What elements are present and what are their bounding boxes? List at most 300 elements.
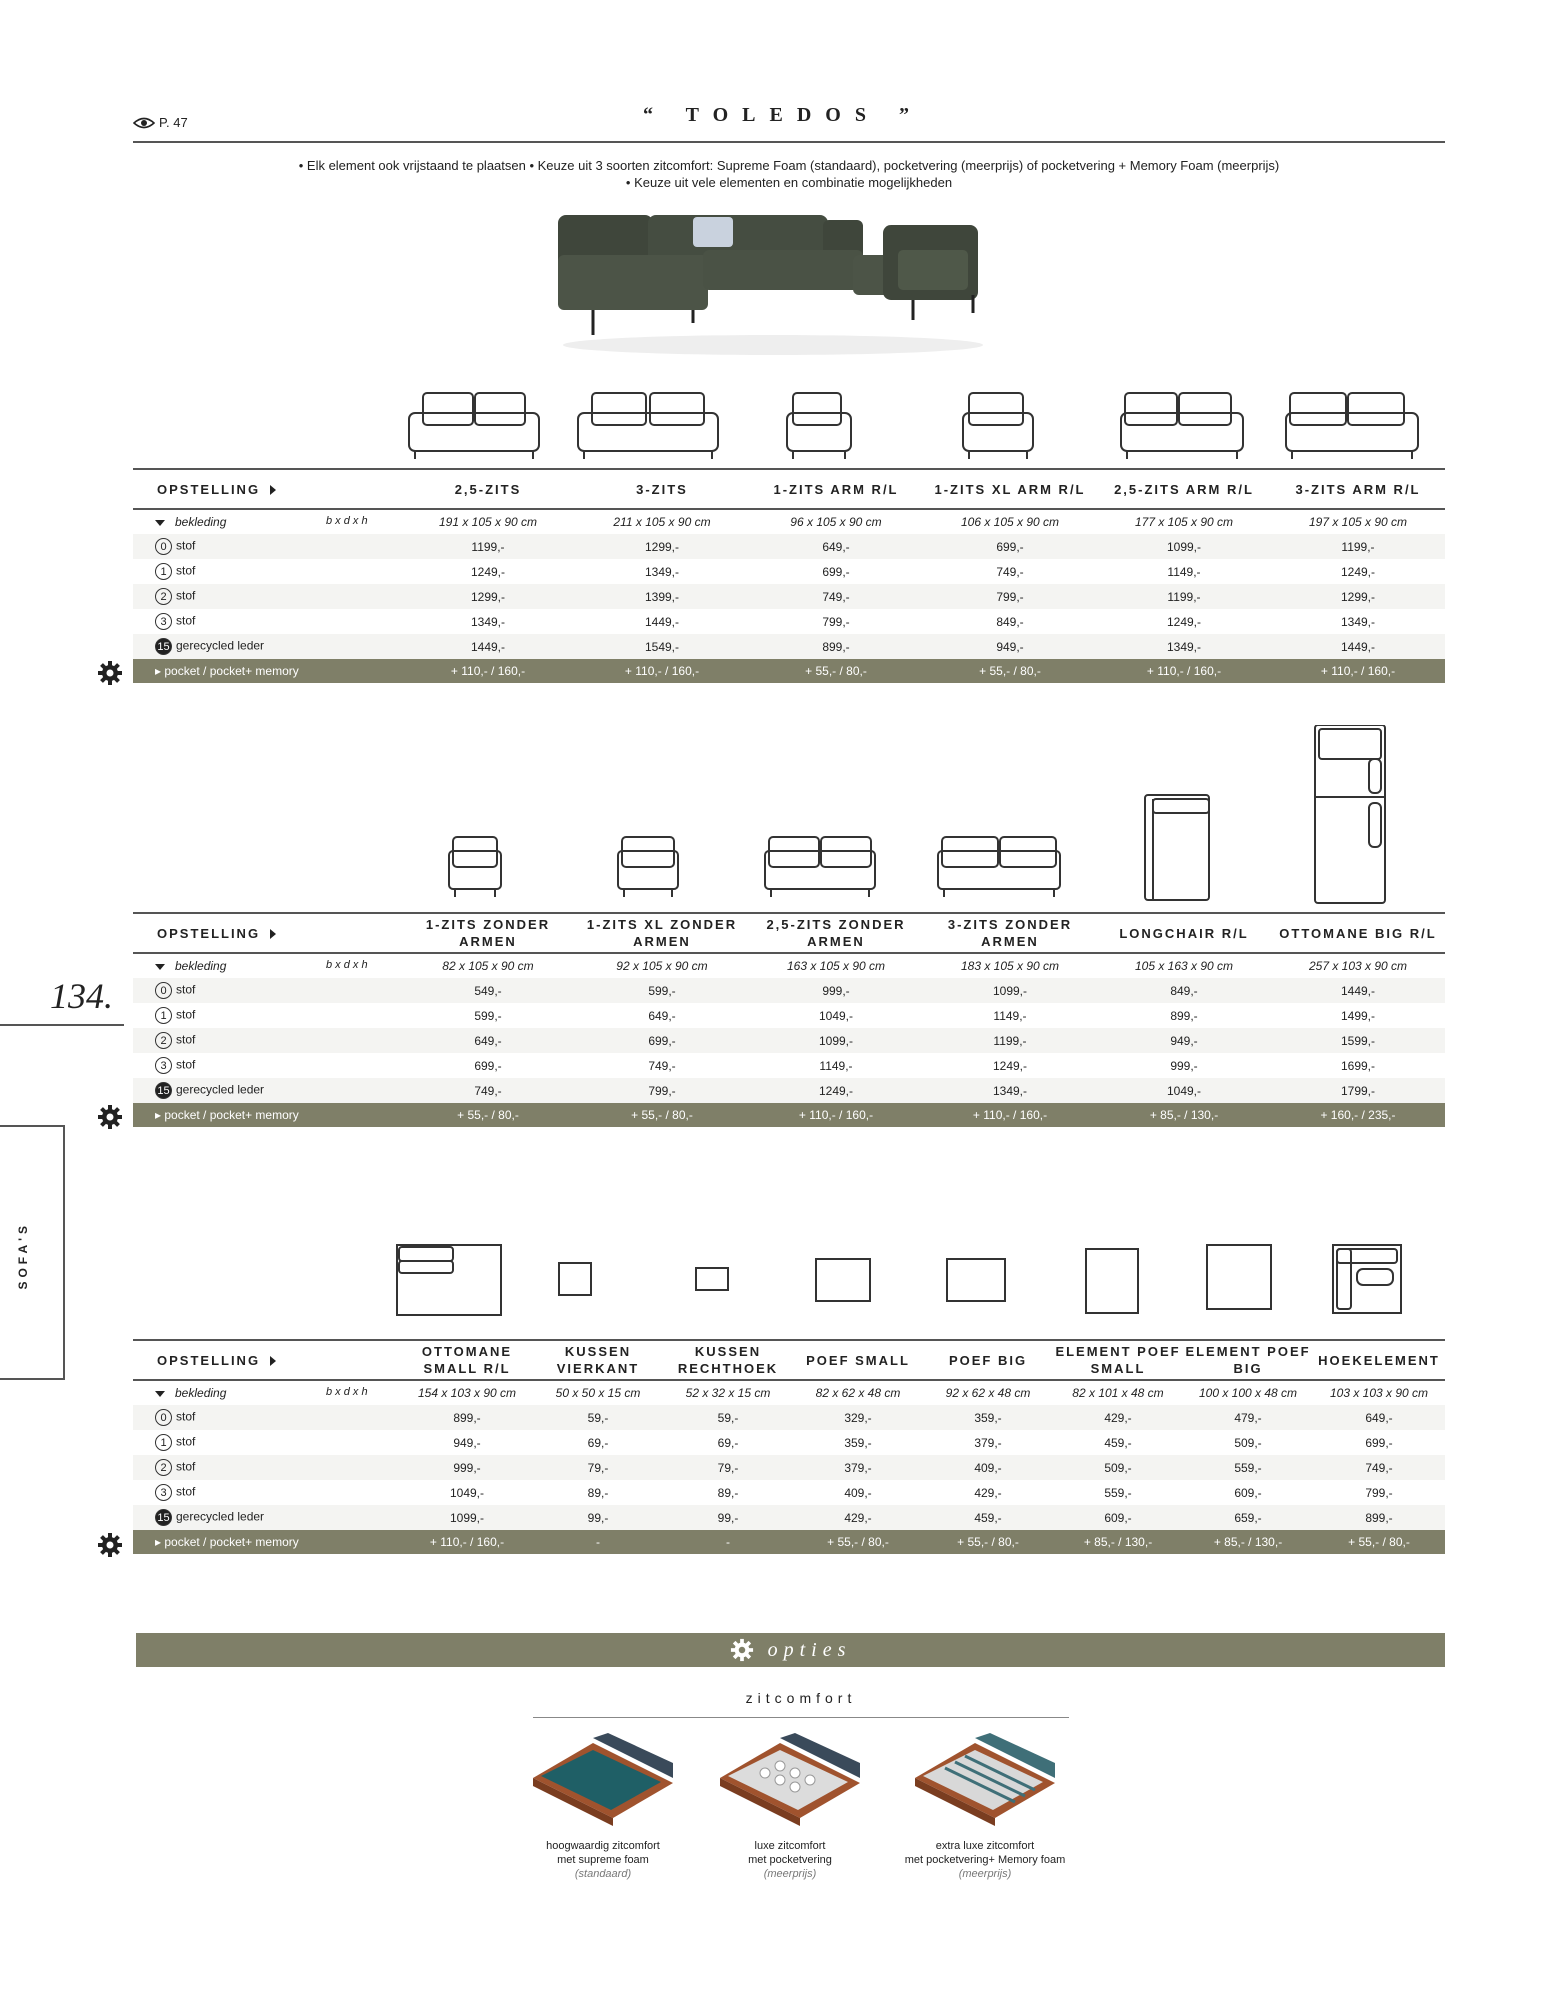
pocket-price-cell: + 55,- / 80,- bbox=[575, 1103, 749, 1127]
price-cell: 1199,- bbox=[993, 1033, 1027, 1048]
pocket-surcharge-row bbox=[133, 1530, 1445, 1554]
poef-big-icon bbox=[947, 1259, 1005, 1301]
price-cell: 359,- bbox=[844, 1435, 872, 1450]
price-cell: 1149,- bbox=[1167, 564, 1201, 579]
price-cell: 329,- bbox=[844, 1410, 872, 1425]
dimensions-row bbox=[133, 1380, 1445, 1405]
category-badge: 1 bbox=[155, 563, 172, 580]
price-cell: 849,- bbox=[996, 614, 1024, 629]
gear-icon bbox=[97, 660, 123, 686]
price-cell: 1349,- bbox=[1166, 639, 1202, 654]
price-cell: 1449,- bbox=[644, 614, 680, 629]
price-cell: 429,- bbox=[844, 1510, 872, 1525]
category-badge: 15 bbox=[155, 638, 172, 655]
price-cell: 1499,- bbox=[1340, 1008, 1376, 1023]
price-cell: 459,- bbox=[1104, 1435, 1132, 1450]
header-divider bbox=[133, 141, 1445, 143]
intro-line-1: • Elk element ook vrijstaand te plaatsen • Keuze uit 3 soorten zitcomfort: Supreme Foam (standaard), pocketvering (meerprijs) of pocketvering + Memory Foam (meerprijs) bbox=[298, 158, 1280, 173]
price-row-cat-15 bbox=[133, 1078, 1445, 1103]
category-badge: 2 bbox=[155, 588, 172, 605]
ottomane-small-icon bbox=[397, 1245, 501, 1315]
price-cell: 1099,- bbox=[449, 1510, 485, 1525]
dimension-cell: 82 x 62 x 48 cm bbox=[815, 1386, 901, 1400]
column-header: 3-ZITS ARM R/L bbox=[1271, 469, 1445, 509]
category-badge: 2 bbox=[155, 1459, 172, 1476]
price-row-cat-3 bbox=[133, 609, 1445, 634]
price-cell: 999,- bbox=[453, 1460, 481, 1475]
dimension-cell: 82 x 105 x 90 cm bbox=[442, 959, 534, 973]
price-cell: 1349,- bbox=[1340, 614, 1376, 629]
price-cell: 409,- bbox=[844, 1485, 872, 1500]
price-cell: 949,- bbox=[1170, 1033, 1198, 1048]
price-cell: 379,- bbox=[974, 1435, 1002, 1450]
pocket-price-cell: + 55,- / 80,- bbox=[1313, 1530, 1445, 1554]
column-header: 1-ZITS ARM R/L bbox=[749, 469, 923, 509]
price-cell: 699,- bbox=[648, 1033, 676, 1048]
row-label: stof bbox=[176, 1484, 196, 1499]
price-cell: 549,- bbox=[474, 983, 502, 998]
dimensions-row bbox=[133, 953, 1445, 978]
price-cell: 1449,- bbox=[1340, 639, 1376, 654]
zitcomfort-divider bbox=[533, 1717, 1069, 1718]
price-cell bbox=[133, 1078, 401, 1103]
pocket-price-cell: + 55,- / 80,- bbox=[793, 1530, 923, 1554]
row-label: stof bbox=[176, 1434, 196, 1449]
option-caption bbox=[885, 1839, 1085, 1881]
column-header: 3-ZITS ZONDER ARMEN bbox=[923, 913, 1097, 953]
sofa-3-zits-icon bbox=[578, 393, 718, 459]
dimension-cell: 154 x 103 x 90 cm bbox=[417, 1386, 517, 1400]
price-row-cat-3 bbox=[133, 1480, 1445, 1505]
price-cell: 429,- bbox=[1104, 1410, 1132, 1425]
row-label: b x d x h bbox=[326, 515, 368, 527]
dimension-cell: 50 x 50 x 15 cm bbox=[555, 1386, 641, 1400]
dimension-cell: 96 x 105 x 90 cm bbox=[790, 515, 882, 529]
row-label: stof bbox=[176, 538, 196, 553]
option-caption: met pocketvering bbox=[748, 1854, 832, 1866]
opstelling-header[interactable] bbox=[133, 1340, 401, 1380]
table-header-row bbox=[133, 913, 1445, 953]
price-cell: 1249,- bbox=[1340, 564, 1376, 579]
price-cell bbox=[133, 609, 401, 634]
opties-banner bbox=[136, 1633, 1445, 1667]
option-caption: extra luxe zitcomfort bbox=[935, 1840, 1035, 1852]
price-cell: 699,- bbox=[822, 564, 850, 579]
column-header: 1-ZITS ZONDER ARMEN bbox=[401, 913, 575, 953]
price-cell bbox=[133, 584, 401, 609]
mattress-foam-image bbox=[523, 1728, 683, 1828]
price-cell: 1299,- bbox=[644, 539, 680, 554]
price-cell: 1199,- bbox=[471, 539, 505, 554]
price-cell: 799,- bbox=[648, 1083, 676, 1098]
gear-icon bbox=[730, 1638, 754, 1662]
price-cell: 749,- bbox=[1365, 1460, 1393, 1475]
dimension-cell: 197 x 105 x 90 cm bbox=[1308, 515, 1408, 529]
zitcomfort-option-pocket-memory[interactable] bbox=[885, 1728, 1085, 1881]
price-row-cat-0 bbox=[133, 534, 1445, 559]
price-cell: 749,- bbox=[996, 564, 1024, 579]
row-label: OPSTELLING bbox=[157, 1352, 261, 1368]
price-cell: 429,- bbox=[974, 1485, 1002, 1500]
price-cell: 1449,- bbox=[1340, 983, 1376, 998]
price-cell: 609,- bbox=[1104, 1510, 1132, 1525]
row-label: b x d x h bbox=[326, 959, 368, 971]
category-badge: 1 bbox=[155, 1007, 172, 1024]
price-cell: 749,- bbox=[648, 1058, 676, 1073]
sofa-icons-row-3 bbox=[133, 1235, 1445, 1320]
price-cell: 69,- bbox=[587, 1435, 609, 1450]
price-cell: 999,- bbox=[822, 983, 850, 998]
poef-small-icon bbox=[816, 1259, 870, 1301]
price-cell: 79,- bbox=[587, 1460, 609, 1475]
section-tab-label: SOFA'S bbox=[16, 1222, 30, 1290]
price-cell: 1349,- bbox=[470, 614, 506, 629]
dimension-cell: 92 x 62 x 48 cm bbox=[945, 1386, 1031, 1400]
price-cell: 1099,- bbox=[818, 1033, 854, 1048]
row-label: pocket / pocket+ memory bbox=[164, 664, 299, 678]
dimensions-row bbox=[133, 509, 1445, 534]
price-row-cat-2 bbox=[133, 1028, 1445, 1053]
dimension-cell: 52 x 32 x 15 cm bbox=[685, 1386, 771, 1400]
pocket-surcharge-row bbox=[133, 1103, 1445, 1127]
sofa-2-5-zits-arm-icon bbox=[1121, 393, 1243, 459]
page-number: 134. bbox=[50, 976, 113, 1016]
pocket-price-cell: - bbox=[663, 1530, 793, 1554]
price-cell: 749,- bbox=[822, 589, 850, 604]
price-cell: 599,- bbox=[648, 983, 676, 998]
price-cell: 1799,- bbox=[1340, 1083, 1376, 1098]
page-number-underline bbox=[0, 1024, 124, 1026]
option-caption: (meerprijs) bbox=[763, 1868, 817, 1880]
row-label: pocket / pocket+ memory bbox=[164, 1535, 299, 1549]
ottomane-big-icon bbox=[1315, 725, 1385, 903]
pocket-price-cell: + 160,- / 235,- bbox=[1271, 1103, 1445, 1127]
price-cell: 1099,- bbox=[992, 983, 1028, 998]
price-cell: 749,- bbox=[474, 1083, 502, 1098]
row-label: gerecycled leder bbox=[176, 1082, 265, 1097]
category-badge: 15 bbox=[155, 1509, 172, 1526]
dimension-cell: 82 x 101 x 48 cm bbox=[1072, 1386, 1164, 1400]
gear-icon bbox=[97, 1532, 123, 1558]
price-cell bbox=[133, 1505, 401, 1530]
row-label: stof bbox=[176, 1459, 196, 1474]
price-cell: 649,- bbox=[1365, 1410, 1393, 1425]
price-cell: 1549,- bbox=[644, 639, 680, 654]
category-badge: 2 bbox=[155, 1032, 172, 1049]
price-cell bbox=[133, 1430, 401, 1455]
price-cell: 899,- bbox=[822, 639, 850, 654]
row-label: bekleding bbox=[175, 1386, 227, 1400]
price-cell bbox=[133, 1053, 401, 1078]
price-cell: 509,- bbox=[1234, 1435, 1262, 1450]
dimension-cell: 191 x 105 x 90 cm bbox=[438, 515, 538, 529]
price-cell: 559,- bbox=[1234, 1460, 1262, 1475]
pocket-price-cell: - bbox=[533, 1530, 663, 1554]
category-badge: 3 bbox=[155, 1057, 172, 1074]
price-cell: 79,- bbox=[717, 1460, 739, 1475]
price-cell: 1599,- bbox=[1340, 1033, 1376, 1048]
option-caption: met pocketvering+ Memory foam bbox=[904, 1854, 1066, 1866]
price-cell: 409,- bbox=[974, 1460, 1002, 1475]
row-label: b x d x h bbox=[326, 1386, 368, 1398]
pocket-price-cell: + 85,- / 130,- bbox=[1183, 1530, 1313, 1554]
column-header: POEF BIG bbox=[923, 1340, 1053, 1380]
row-label: bekleding bbox=[175, 959, 227, 973]
column-header: 1-ZITS XL ZONDER ARMEN bbox=[575, 913, 749, 953]
price-cell: 649,- bbox=[474, 1033, 502, 1048]
kussen-rechthoek-icon bbox=[696, 1268, 728, 1290]
pocket-price-cell: + 110,- / 160,- bbox=[575, 659, 749, 683]
pocket-price-cell: + 110,- / 160,- bbox=[401, 1530, 533, 1554]
price-cell: 1149,- bbox=[819, 1058, 853, 1073]
caret-icon bbox=[155, 520, 165, 526]
price-cell: 89,- bbox=[587, 1485, 609, 1500]
pocket-price-cell: + 55,- / 80,- bbox=[923, 659, 1097, 683]
sofa-1-zits-arm-icon bbox=[787, 393, 851, 459]
price-cell: 1199,- bbox=[1167, 589, 1201, 604]
price-cell bbox=[133, 978, 401, 1003]
price-cell: 459,- bbox=[974, 1510, 1002, 1525]
price-table-3 bbox=[133, 1339, 1445, 1554]
pocket-price-cell: + 110,- / 160,- bbox=[749, 1103, 923, 1127]
category-badge: 15 bbox=[155, 1082, 172, 1099]
column-header: LONGCHAIR R/L bbox=[1097, 913, 1271, 953]
zitcomfort-option-supreme-foam[interactable] bbox=[503, 1728, 703, 1881]
price-cell: 89,- bbox=[717, 1485, 739, 1500]
category-badge: 0 bbox=[155, 982, 172, 999]
price-cell: 699,- bbox=[996, 539, 1024, 554]
price-cell: 1249,- bbox=[1166, 614, 1202, 629]
price-cell: 649,- bbox=[648, 1008, 676, 1023]
price-row-cat-1 bbox=[133, 1430, 1445, 1455]
opstelling-header[interactable] bbox=[133, 469, 401, 509]
element-poef-small-icon bbox=[1086, 1249, 1138, 1313]
price-row-cat-1 bbox=[133, 1003, 1445, 1028]
section-tab[interactable] bbox=[0, 1125, 65, 1380]
price-cell: 1249,- bbox=[470, 564, 506, 579]
sofa-icons-row-1 bbox=[133, 385, 1445, 460]
mattress-pocket-image bbox=[710, 1728, 870, 1828]
category-badge: 1 bbox=[155, 1434, 172, 1451]
price-cell: 1249,- bbox=[818, 1083, 854, 1098]
price-row-cat-1 bbox=[133, 559, 1445, 584]
zitcomfort-heading: zitcomfort bbox=[745, 1690, 857, 1706]
price-table-2 bbox=[133, 912, 1445, 1127]
price-cell: 1149,- bbox=[993, 1008, 1027, 1023]
pocket-price-cell: + 55,- / 80,- bbox=[923, 1530, 1053, 1554]
price-cell: 69,- bbox=[717, 1435, 739, 1450]
row-label: stof bbox=[176, 1057, 196, 1072]
column-header: POEF SMALL bbox=[793, 1340, 923, 1380]
dimension-cell: 106 x 105 x 90 cm bbox=[960, 515, 1060, 529]
element-poef-big-icon bbox=[1207, 1245, 1271, 1309]
bekleding-label[interactable] bbox=[133, 509, 401, 534]
price-cell: 1199,- bbox=[1341, 539, 1375, 554]
price-cell bbox=[133, 559, 401, 584]
row-label: stof bbox=[176, 1032, 196, 1047]
row-label: stof bbox=[176, 1409, 196, 1424]
opstelling-header[interactable] bbox=[133, 913, 401, 953]
pocket-label[interactable]: ▸ pocket / pocket+ memory bbox=[133, 1530, 401, 1554]
column-header: OTTOMANE SMALL R/L bbox=[401, 1340, 533, 1380]
price-row-cat-3 bbox=[133, 1053, 1445, 1078]
dimension-cell: 163 x 105 x 90 cm bbox=[786, 959, 886, 973]
sofa-1-zits-xl-zonder-armen-icon bbox=[618, 837, 678, 897]
bekleding-label[interactable] bbox=[133, 1380, 401, 1405]
price-row-cat-0 bbox=[133, 1405, 1445, 1430]
row-label: stof bbox=[176, 1007, 196, 1022]
sofa-3-zits-zonder-armen-icon bbox=[938, 837, 1060, 897]
price-cell: 799,- bbox=[1365, 1485, 1393, 1500]
price-cell: 1699,- bbox=[1340, 1058, 1376, 1073]
page-title: “ TOLEDOS ” bbox=[643, 104, 923, 126]
kussen-vierkant-icon bbox=[559, 1263, 591, 1295]
price-cell: 1299,- bbox=[470, 589, 506, 604]
option-caption: hoogwaardig zitcomfort bbox=[546, 1840, 660, 1852]
price-row-cat-2 bbox=[133, 1455, 1445, 1480]
price-cell: 899,- bbox=[1170, 1008, 1198, 1023]
price-cell: 609,- bbox=[1234, 1485, 1262, 1500]
column-header: OTTOMANE BIG R/L bbox=[1271, 913, 1445, 953]
price-cell bbox=[133, 1455, 401, 1480]
hero-sofa-image bbox=[553, 205, 993, 355]
price-row-cat-15 bbox=[133, 1505, 1445, 1530]
column-header: KUSSEN VIERKANT bbox=[533, 1340, 663, 1380]
sofa-2-5-zits-zonder-armen-icon bbox=[765, 837, 875, 897]
row-label: bekleding bbox=[175, 515, 227, 529]
row-label: OPSTELLING bbox=[157, 481, 261, 497]
price-cell: 659,- bbox=[1234, 1510, 1262, 1525]
sofa-1-zits-xl-arm-icon bbox=[963, 393, 1033, 459]
price-cell: 1449,- bbox=[470, 639, 506, 654]
price-cell: 949,- bbox=[996, 639, 1024, 654]
price-cell: 699,- bbox=[474, 1058, 502, 1073]
row-label: gerecycled leder bbox=[176, 638, 265, 653]
row-label: stof bbox=[176, 563, 196, 578]
price-row-cat-15 bbox=[133, 634, 1445, 659]
caret-icon bbox=[155, 964, 165, 970]
price-cell: 559,- bbox=[1104, 1485, 1132, 1500]
caret-icon bbox=[270, 1356, 276, 1366]
sofa-1-zits-zonder-armen-icon bbox=[449, 837, 501, 897]
price-cell bbox=[133, 1003, 401, 1028]
intro-text bbox=[133, 157, 1445, 191]
price-cell: 799,- bbox=[822, 614, 850, 629]
price-cell bbox=[133, 634, 401, 659]
price-cell: 949,- bbox=[453, 1435, 481, 1450]
pocket-price-cell: + 55,- / 80,- bbox=[749, 659, 923, 683]
price-cell: 379,- bbox=[844, 1460, 872, 1475]
hoekelement-icon bbox=[1333, 1245, 1401, 1313]
dimension-cell: 211 x 105 x 90 cm bbox=[613, 515, 711, 529]
dimension-cell: 92 x 105 x 90 cm bbox=[616, 959, 708, 973]
bekleding-label[interactable] bbox=[133, 953, 401, 978]
column-header: 3-ZITS bbox=[575, 469, 749, 509]
pocket-label[interactable]: ▸ pocket / pocket+ memory bbox=[133, 1103, 401, 1127]
gear-icon bbox=[97, 1104, 123, 1130]
price-cell: 1249,- bbox=[992, 1058, 1028, 1073]
row-label: stof bbox=[176, 613, 196, 628]
column-header: ELEMENT POEF BIG bbox=[1183, 1340, 1313, 1380]
opties-title: opties bbox=[767, 1638, 852, 1661]
table-header-row bbox=[133, 469, 1445, 509]
price-cell bbox=[133, 1480, 401, 1505]
column-header: KUSSEN RECHTHOEK bbox=[663, 1340, 793, 1380]
dimension-cell: 103 x 103 x 90 cm bbox=[1329, 1386, 1429, 1400]
row-label: pocket / pocket+ memory bbox=[164, 1108, 299, 1122]
pocket-price-cell: + 85,- / 130,- bbox=[1053, 1530, 1183, 1554]
price-cell: 649,- bbox=[822, 539, 850, 554]
pocket-price-cell: + 110,- / 160,- bbox=[1271, 659, 1445, 683]
option-caption bbox=[503, 1839, 703, 1881]
option-caption: met supreme foam bbox=[557, 1854, 649, 1866]
column-header: 2,5-ZITS bbox=[401, 469, 575, 509]
pocket-surcharge-row bbox=[133, 659, 1445, 683]
price-cell bbox=[133, 1028, 401, 1053]
price-cell: 1049,- bbox=[818, 1008, 854, 1023]
caret-icon bbox=[270, 485, 276, 495]
price-cell bbox=[133, 1405, 401, 1430]
price-cell: 899,- bbox=[453, 1410, 481, 1425]
price-cell: 899,- bbox=[1365, 1510, 1393, 1525]
row-label: stof bbox=[176, 982, 196, 997]
price-cell: 479,- bbox=[1234, 1410, 1262, 1425]
price-table-1 bbox=[133, 468, 1445, 683]
column-header: ELEMENT POEF SMALL bbox=[1053, 1340, 1183, 1380]
dimension-cell: 183 x 105 x 90 cm bbox=[960, 959, 1060, 973]
option-caption: (meerprijs) bbox=[958, 1868, 1012, 1880]
pocket-price-cell: + 110,- / 160,- bbox=[923, 1103, 1097, 1127]
price-cell: 999,- bbox=[1170, 1058, 1198, 1073]
pocket-label[interactable]: ▸ pocket / pocket+ memory bbox=[133, 659, 401, 683]
column-header: 2,5-ZITS ZONDER ARMEN bbox=[749, 913, 923, 953]
price-row-cat-2 bbox=[133, 584, 1445, 609]
price-cell: 1349,- bbox=[644, 564, 680, 579]
dimension-cell: 257 x 103 x 90 cm bbox=[1308, 959, 1408, 973]
price-cell: 1099,- bbox=[1166, 539, 1202, 554]
price-cell: 59,- bbox=[587, 1410, 609, 1425]
dimension-cell: 100 x 100 x 48 cm bbox=[1198, 1386, 1298, 1400]
category-badge: 0 bbox=[155, 538, 172, 555]
dimension-cell: 177 x 105 x 90 cm bbox=[1134, 515, 1234, 529]
longchair-icon bbox=[1145, 795, 1209, 900]
option-caption: (standaard) bbox=[574, 1868, 632, 1880]
price-cell: 59,- bbox=[717, 1410, 739, 1425]
caret-icon bbox=[270, 929, 276, 939]
price-cell: 1299,- bbox=[1340, 589, 1376, 604]
category-badge: 3 bbox=[155, 1484, 172, 1501]
row-label: stof bbox=[176, 588, 196, 603]
row-label: gerecycled leder bbox=[176, 1509, 265, 1524]
price-cell: 699,- bbox=[1365, 1435, 1393, 1450]
price-cell: 1349,- bbox=[992, 1083, 1028, 1098]
mattress-memory-image bbox=[905, 1728, 1065, 1828]
option-caption bbox=[690, 1839, 890, 1881]
price-cell: 99,- bbox=[717, 1510, 739, 1525]
pocket-price-cell: + 55,- / 80,- bbox=[401, 1103, 575, 1127]
dimension-cell: 105 x 163 x 90 cm bbox=[1134, 959, 1234, 973]
price-cell: 1049,- bbox=[1166, 1083, 1202, 1098]
sofa-icons-row-2 bbox=[133, 725, 1445, 905]
pocket-price-cell: + 110,- / 160,- bbox=[401, 659, 575, 683]
price-row-cat-0 bbox=[133, 978, 1445, 1003]
sofa-3-zits-arm-icon bbox=[1286, 393, 1418, 459]
price-cell: 509,- bbox=[1104, 1460, 1132, 1475]
pocket-price-cell: + 110,- / 160,- bbox=[1097, 659, 1271, 683]
zitcomfort-option-pocketvering[interactable] bbox=[690, 1728, 890, 1881]
price-cell bbox=[133, 534, 401, 559]
pocket-price-cell: + 85,- / 130,- bbox=[1097, 1103, 1271, 1127]
